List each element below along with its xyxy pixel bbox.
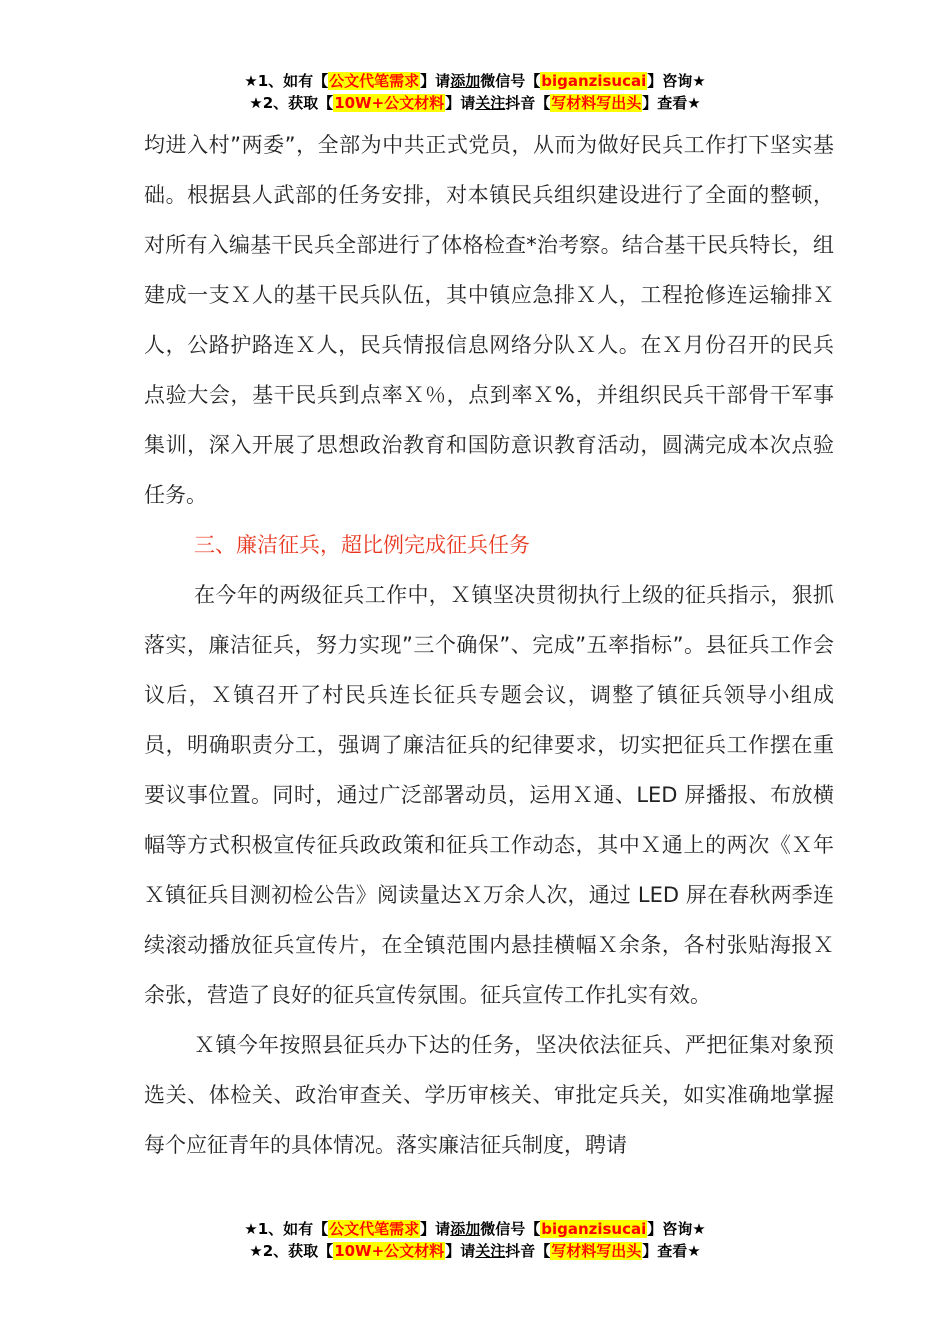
banner-text: ★1、如有【 bbox=[244, 1220, 329, 1238]
banner-text: 】咨询★ bbox=[647, 1220, 706, 1238]
banner-underlined-text: 添加 bbox=[450, 72, 481, 90]
banner-line-2 bbox=[0, 92, 950, 114]
banner-text: 】查看★ bbox=[642, 1242, 701, 1260]
banner-line-1 bbox=[0, 70, 950, 92]
banner-underlined-text: 添加 bbox=[450, 1220, 481, 1238]
paragraph: 均进入村”两委”，全部为中共正式党员，从而为做好民兵工作打下坚实基础。根据县人武部的任务安排，对本镇民兵组织建设进行了全面的整顿，对所有入编基干民兵全部进行了体格检查*治考察。结合基干民兵特长，组建成一支Ｘ人的基干民兵队伍，其中镇应急排Ｘ人，工程抢修连运输排Ｘ人，公路护路连Ｘ人，民兵情报信息网络分队Ｘ人。在Ｘ月份召开的民兵点验大会，基干民兵到点率Ｘ％，点到率Ｘ%，并组织民兵干部骨干军事集训，深入开展了思想政治教育和国防意识教育活动，圆满完成本次点验任务。 bbox=[144, 133, 834, 507]
paragraph: Ｘ镇今年按照县征兵办下达的任务，坚决依法征兵、严把征集对象预选关、体检关、政治审查关、学历审核关、审批定兵关，如实准确地掌握每个应征青年的具体情况。落实廉洁征兵制度，聘请 bbox=[144, 1033, 834, 1157]
banner-text: 抖音【 bbox=[505, 94, 551, 112]
banner-highlight: 写材料写出头 bbox=[551, 1242, 642, 1260]
header-banner bbox=[0, 70, 950, 114]
section-heading: 三、廉洁征兵，超比例完成征兵任务 bbox=[194, 533, 530, 557]
document-body bbox=[144, 120, 834, 1170]
banner-underlined-text: 关注 bbox=[475, 94, 506, 112]
banner-text: 抖音【 bbox=[505, 1242, 551, 1260]
paragraph: 在今年的两级征兵工作中，Ｘ镇坚决贯彻执行上级的征兵指示，狠抓落实，廉洁征兵，努力实现”三个确保”、完成”五率指标”。县征兵工作会议后，Ｘ镇召开了村民兵连长征兵专题会议，调整了镇征兵领导小组成员，明确职责分工，强调了廉洁征兵的纪律要求，切实把征兵工作摆在重要议事位置。同时，通过广泛部署动员，运用Ｘ通、LED 屏播报、布放横幅等方式积极宣传征兵政政策和征兵工作动态，其中Ｘ通上的两次《Ｘ年Ｘ镇征兵目测初检公告》阅读量达Ｘ万余人次，通过 LED 屏在春秋两季连续滚动播放征兵宣传片，在全镇范围内悬挂横幅Ｘ余条，各村张贴海报Ｘ余张，营造了良好的征兵宣传氛围。征兵宣传工作扎实有效。 bbox=[144, 583, 834, 1007]
footer-banner bbox=[0, 1218, 950, 1262]
banner-text: ★1、如有【 bbox=[244, 72, 329, 90]
banner-line-2 bbox=[0, 1240, 950, 1262]
banner-text: ★2、获取【 bbox=[249, 94, 334, 112]
banner-text: ★2、获取【 bbox=[249, 1242, 334, 1260]
banner-highlight: 写材料写出头 bbox=[551, 94, 642, 112]
banner-highlight: 10W+公文材料 bbox=[334, 1242, 445, 1260]
banner-text: 】查看★ bbox=[642, 94, 701, 112]
banner-highlight: biganzisucai bbox=[541, 72, 647, 90]
banner-highlight: 公文代笔需求 bbox=[329, 1220, 420, 1238]
banner-highlight: 10W+公文材料 bbox=[334, 94, 445, 112]
banner-text: 】请 bbox=[420, 1220, 451, 1238]
banner-line-1 bbox=[0, 1218, 950, 1240]
banner-highlight: 公文代笔需求 bbox=[329, 72, 420, 90]
banner-text: 】请 bbox=[445, 94, 476, 112]
banner-text: 微信号【 bbox=[480, 1220, 541, 1238]
banner-highlight: biganzisucai bbox=[541, 1220, 647, 1238]
banner-text: 】咨询★ bbox=[647, 72, 706, 90]
banner-text: 】请 bbox=[420, 72, 451, 90]
banner-text: 】请 bbox=[445, 1242, 476, 1260]
banner-text: 微信号【 bbox=[480, 72, 541, 90]
banner-underlined-text: 关注 bbox=[475, 1242, 506, 1260]
